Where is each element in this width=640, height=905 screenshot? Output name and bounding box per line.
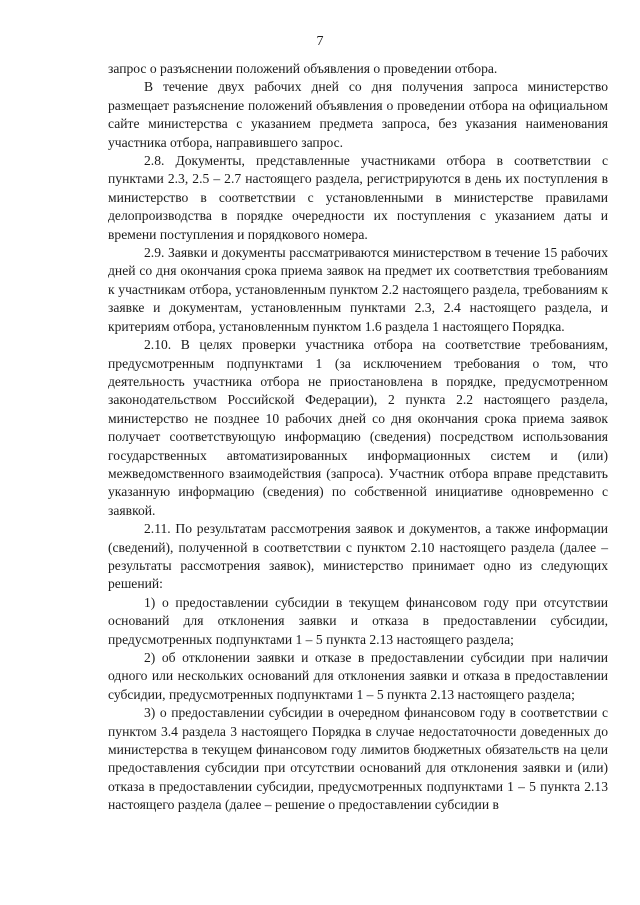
paragraph: 2.11. По результатам рассмотрения заявок и документов, а также информации (сведений), полученной в соответствии с пунктом 2.10 настоящего раздела (далее – результаты рассмотрения заявок), министерство принимает одно из следующих решений: bbox=[108, 521, 608, 592]
paragraph: 3) о предоставлении субсидии в очередном финансовом году в соответствии с пунктом 3.4 раздела 3 настоящего Порядка в случае недостаточности доведенных до министерства в текущем финансовом году лимитов бюджетных обязательств на цели предоставления субсидии при отсутствии оснований для отклонения заявки и (или) отказа в предоставлении субсидии, предусмотренных подпунктами 1 – 5 пункта 2.13 настоящего раздела (далее – решение о предоставлении субсидии в bbox=[108, 705, 608, 813]
paragraph: запрос о разъяснении положений объявления о проведении отбора. bbox=[108, 61, 498, 76]
paragraph: В течение двух рабочих дней со дня получения запроса министерство размещает разъяснение положений объявления о проведении отбора на официальном сайте министерства с указанием предмета запроса, без указания наименования участника отбора, направившего запрос. bbox=[108, 79, 608, 150]
paragraph: 2.10. В целях проверки участника отбора на соответствие требованиям, предусмотренным подпунктами 1 (за исключением требования о том, что деятельность участника отбора не приостановлена в порядке, предусмотренном законодательством Российской Федерации), 2 пункта 2.2 настоящего раздела, министерство не позднее 10 рабочих дней со дня окончания срока приема заявок получает соответствующую информацию (сведения) посредством использования государственных автоматизированных информационных систем и (или) межведомственного взаимодействия (запроса). Участник отбора вправе представить указанную информацию (сведения) по собственной инициативе одновременно с заявкой. bbox=[108, 337, 608, 518]
paragraph: 2.8. Документы, представленные участниками отбора в соответствии с пунктами 2.3, 2.5 – 2.7 настоящего раздела, регистрируются в день их поступления в министерство в соответствии с установленными в министерстве правилами делопроизводства в порядке очередности их поступления с указанием даты и времени поступления и порядкового номера. bbox=[108, 153, 608, 242]
page-number: 7 bbox=[316, 34, 324, 49]
document-body bbox=[108, 60, 608, 815]
paragraph: 2.9. Заявки и документы рассматриваются министерством в течение 15 рабочих дней со дня окончания срока приема заявок на предмет их соответствия требованиям к участникам отбора, установленным пунктом 2.2 настоящего раздела, требованиям к заявке и документам, установленным пунктами 2.3, 2.4 настоящего раздела, и критериям отбора, установленным пунктом 1.6 раздела 1 настоящего Порядка. bbox=[108, 245, 608, 334]
paragraph: 2) об отклонении заявки и отказе в предоставлении субсидии при наличии одного или нескольких оснований для отклонения заявки и отказа в предоставлении субсидии, предусмотренных подпунктами 1 – 5 пункта 2.13 настоящего раздела; bbox=[108, 650, 608, 702]
paragraph: 1) о предоставлении субсидии в текущем финансовом году при отсутствии оснований для отклонения заявки и отказа в предоставлении субсидии, предусмотренных подпунктами 1 – 5 пункта 2.13 настоящего раздела; bbox=[108, 594, 608, 647]
